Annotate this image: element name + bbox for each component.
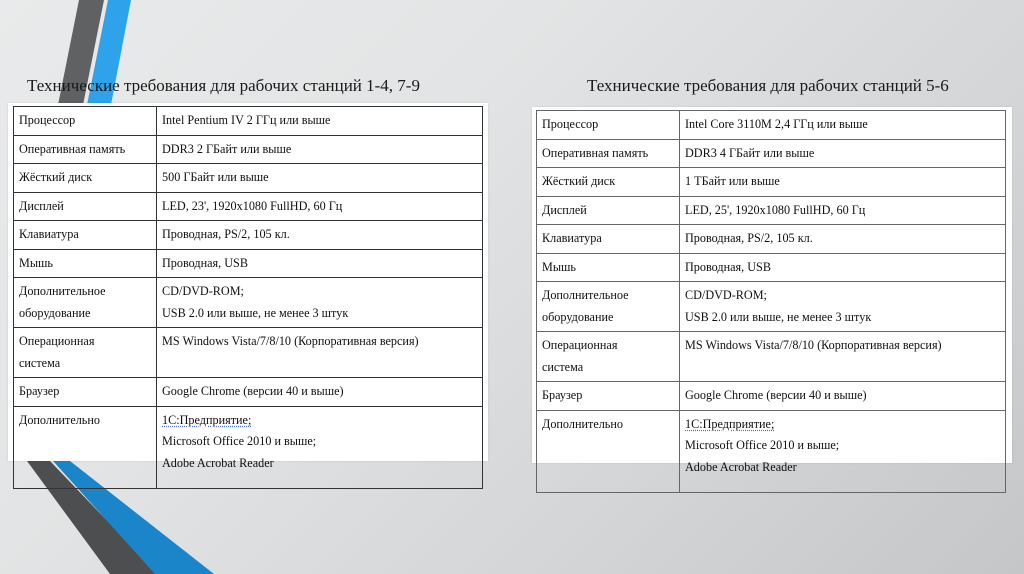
row-label: Оперативная память: [537, 139, 680, 168]
table-row: [14, 221, 483, 250]
table-row: [14, 164, 483, 193]
row-label: Процессор: [14, 107, 157, 136]
row-label: Оперативная память: [14, 135, 157, 164]
right-spec-table: [536, 110, 1006, 493]
row-value: CD/DVD-ROM; USB 2.0 или выше, не менее 3 штук: [680, 282, 1006, 332]
table-row: [537, 410, 1006, 492]
table-row: [537, 332, 1006, 382]
table-row: [537, 225, 1006, 254]
row-label: Дополнительное оборудование: [537, 282, 680, 332]
table-row: [14, 192, 483, 221]
row-label: Операционная система: [14, 328, 157, 378]
table-row: [537, 111, 1006, 140]
row-value: 1С:Предприятие; Microsoft Office 2010 и выше; Adobe Acrobat Reader: [680, 410, 1006, 492]
right-spec-card: [532, 107, 1012, 474]
row-value: Проводная, PS/2, 105 кл.: [680, 225, 1006, 254]
table-row: [14, 278, 483, 328]
table-row: [537, 139, 1006, 168]
row-value: MS Windows Vista/7/8/10 (Корпоративная версия): [680, 332, 1006, 382]
row-value: 1С:Предприятие; Microsoft Office 2010 и выше; Adobe Acrobat Reader: [157, 406, 483, 488]
row-value: DDR3 4 ГБайт или выше: [680, 139, 1006, 168]
row-label: Жёсткий диск: [14, 164, 157, 193]
row-value: Google Chrome (версии 40 и выше): [157, 378, 483, 407]
table-row: [14, 135, 483, 164]
row-label: Мышь: [537, 253, 680, 282]
row-label: Клавиатура: [537, 225, 680, 254]
row-label: Мышь: [14, 249, 157, 278]
row-value: Intel Core 3110M 2,4 ГГц или выше: [680, 111, 1006, 140]
row-value: LED, 23', 1920x1080 FullHD, 60 Гц: [157, 192, 483, 221]
row-value: Проводная, USB: [680, 253, 1006, 282]
row-value: Intel Pentium IV 2 ГГц или выше: [157, 107, 483, 136]
row-label: Дисплей: [14, 192, 157, 221]
table-row: [14, 378, 483, 407]
row-label: Жёсткий диск: [537, 168, 680, 197]
table-row: [537, 196, 1006, 225]
row-value: 1 ТБайт или выше: [680, 168, 1006, 197]
row-label: Браузер: [14, 378, 157, 407]
row-value: Проводная, USB: [157, 249, 483, 278]
row-label: Дисплей: [537, 196, 680, 225]
row-label: Браузер: [537, 382, 680, 411]
row-value: CD/DVD-ROM; USB 2.0 или выше, не менее 3 штук: [157, 278, 483, 328]
row-value: DDR3 2 ГБайт или выше: [157, 135, 483, 164]
table-row: [14, 107, 483, 136]
table-row: [14, 328, 483, 378]
row-label: Дополнительно: [537, 410, 680, 492]
row-value: LED, 25', 1920x1080 FullHD, 60 Гц: [680, 196, 1006, 225]
row-label: Клавиатура: [14, 221, 157, 250]
table-row: [14, 406, 483, 488]
row-label: Дополнительно: [14, 406, 157, 488]
right-table-title: Технические требования для рабочих станций 5-6: [587, 76, 949, 95]
table-row: [537, 253, 1006, 282]
row-label: Дополнительное оборудование: [14, 278, 157, 328]
row-value: 500 ГБайт или выше: [157, 164, 483, 193]
left-spec-table: [13, 106, 483, 489]
row-value: MS Windows Vista/7/8/10 (Корпоративная версия): [157, 328, 483, 378]
table-row: [537, 382, 1006, 411]
table-row: [537, 282, 1006, 332]
row-value: Проводная, PS/2, 105 кл.: [157, 221, 483, 250]
row-value: Google Chrome (версии 40 и выше): [680, 382, 1006, 411]
row-label: Операционная система: [537, 332, 680, 382]
left-spec-card: [8, 103, 488, 470]
row-label: Процессор: [537, 111, 680, 140]
table-row: [14, 249, 483, 278]
table-row: [537, 168, 1006, 197]
left-table-title: Технические требования для рабочих станций 1-4, 7-9: [27, 76, 420, 95]
